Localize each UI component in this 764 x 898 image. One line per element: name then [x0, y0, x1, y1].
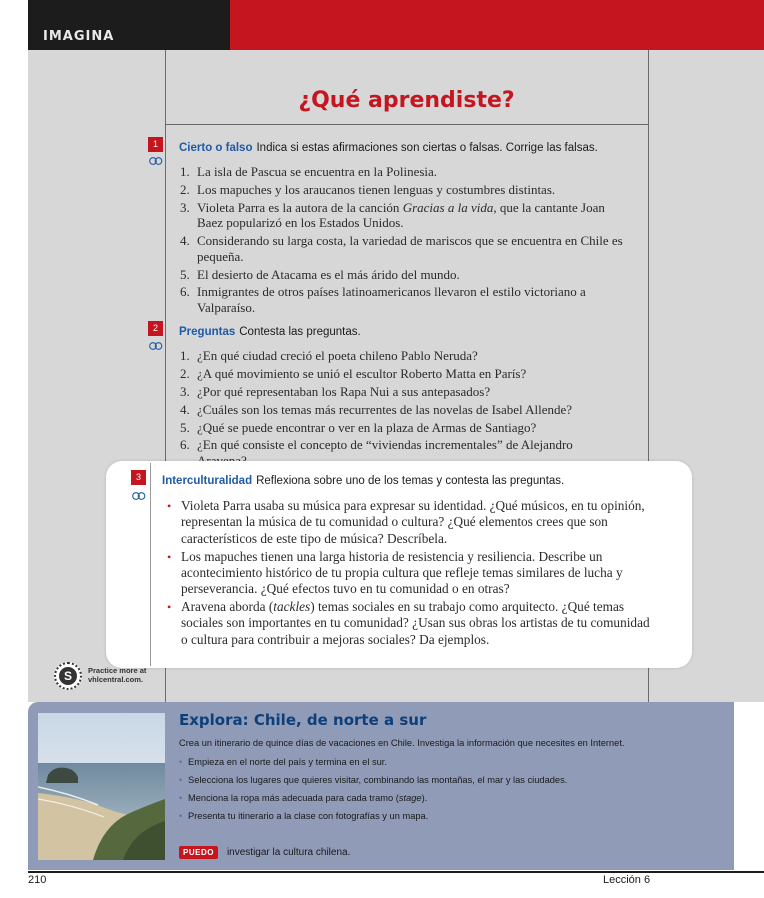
list-item: • Presenta tu itinerario a la clase con fotografías y un mapa.	[179, 811, 567, 829]
explora-list	[179, 757, 567, 829]
explora-title: Explora: Chile, de norte a sur	[179, 711, 427, 729]
list-item: 3. Violeta Parra es la autora de la canción Gracias a la vida, que la cantante Joan Baez popularizó en los Estados Unidos.	[180, 199, 605, 231]
list-item: 1. La isla de Pascua se encuentra en la Polinesia.	[180, 164, 438, 179]
list-item: 1. ¿En qué ciudad creció el poeta chileno Pablo Neruda?	[180, 348, 478, 363]
section-1-list	[180, 164, 625, 318]
bullet-icon: •	[167, 600, 172, 615]
bullet-icon: •	[179, 757, 183, 767]
activity-number-3: 3	[131, 470, 146, 485]
list-item: • Los mapuches tienen una larga historia de resistencia y resiliencia. Describe un acontecimiento histórico de tu propia cultura que refleje temas similares de lucha y perseverancia. ¿Qué efectos tuvo en tu comunidad o en otras?	[167, 548, 623, 597]
section-3-heading	[162, 475, 564, 487]
list-item: 2. ¿A qué movimiento se unió el escultor Roberto Matta en París?	[180, 365, 527, 381]
activity-number-1: 1	[148, 137, 163, 152]
chile-coast-photo	[38, 713, 165, 860]
section-3-title: Interculturalidad	[162, 475, 253, 487]
list-item: • Menciona la ropa más adecuada para cada tramo (stage).	[179, 793, 567, 811]
practice-line-2: vhlcentral.com.	[88, 675, 144, 684]
page-number: 210	[28, 874, 47, 886]
section-2-heading	[179, 326, 361, 338]
lesson-label: Lección 6	[603, 874, 651, 886]
section-1-instruction: Indica si estas afirmaciones son ciertas o falsas. Corrige las falsas.	[256, 142, 598, 154]
pair-work-icon	[149, 156, 163, 166]
explora-intro: Crea un itinerario de quince días de vacaciones en Chile. Investiga la información que necesites en Internet.	[179, 738, 625, 748]
section-2-title: Preguntas	[179, 326, 236, 338]
list-item: • Empieza en el norte del país y termina en el sur.	[179, 757, 567, 775]
bullet-icon: •	[167, 549, 172, 564]
list-item: • Violeta Parra usaba su música para expresar su identidad. ¿Qué músicos, en tu opinión, representan la música de tu comunidad o cultura? ¿Qué elementos crees que son característicos de este tipo de música? Descríbela.	[167, 498, 645, 546]
list-item: 2. Los mapuches y los araucanos tienen lenguas y costumbres distintas.	[180, 181, 556, 197]
card-rule	[150, 463, 151, 666]
section-2-list	[180, 348, 625, 471]
page-title: ¿Qué aprendiste?	[298, 88, 515, 113]
footer-rule	[28, 871, 764, 873]
puedo-text: investigar la cultura chilena.	[226, 847, 351, 858]
section-2-instruction: Contesta las preguntas.	[239, 326, 361, 338]
practice-line-1: Practice more at	[88, 666, 147, 675]
vhl-s-icon: S	[54, 662, 82, 690]
bullet-icon: •	[179, 793, 183, 804]
list-item: 5. El desierto de Atacama es el más árido del mundo.	[180, 266, 460, 282]
list-item: 6. ¿En qué consiste el concepto de “viviendas incrementales” de Alejandro	[180, 437, 573, 453]
pair-work-icon	[132, 491, 146, 501]
bullet-icon: •	[167, 499, 172, 513]
puedo-statement	[179, 846, 350, 859]
bullet-icon: •	[179, 775, 183, 786]
activity-number-2: 2	[148, 321, 163, 336]
header-label: IMAGINA	[43, 29, 115, 44]
header-red-bar	[230, 0, 764, 50]
pair-work-icon	[149, 341, 163, 351]
list-item: 3. ¿Por qué representaban los Rapa Nui a sus antepasados?	[180, 383, 491, 399]
section-1-title: Cierto o falso	[179, 142, 253, 154]
section-3-list	[166, 498, 658, 650]
list-item: 4. ¿Cuáles son los temas más recurrentes de las novelas de Isabel Allende?	[180, 401, 573, 417]
bullet-icon: •	[179, 811, 183, 822]
list-item: 5. ¿Qué se puede encontrar o ver en la plaza de Armas de Santiago?	[180, 419, 537, 435]
list-item: 6. Inmigrantes de otros países latinoamericanos llevaron el estilo victoriano a Valparaíso.	[180, 284, 586, 315]
list-item: • Aravena aborda (tackles) temas sociales en su trabajo como arquitecto. ¿Qué temas sociales son importantes en tu comunidad? ¿Usan sus obras los artistas de tu comunidad o cultura para contribuir a mejoras sociales? Da ejemplos.	[167, 599, 650, 647]
list-item: 4. Considerando su larga costa, la variedad de mariscos que se encuentra en Chile es pequeña.	[180, 233, 623, 264]
list-item: • Selecciona los lugares que quieres visitar, combinando las montañas, el mar y las ciudades.	[179, 775, 567, 793]
practice-link[interactable]	[54, 662, 174, 690]
section-1-heading	[179, 142, 598, 154]
puedo-badge: PUEDO	[179, 846, 218, 859]
title-rule	[165, 124, 648, 125]
section-3-instruction: Reflexiona sobre uno de los temas y contesta las preguntas.	[256, 475, 565, 487]
